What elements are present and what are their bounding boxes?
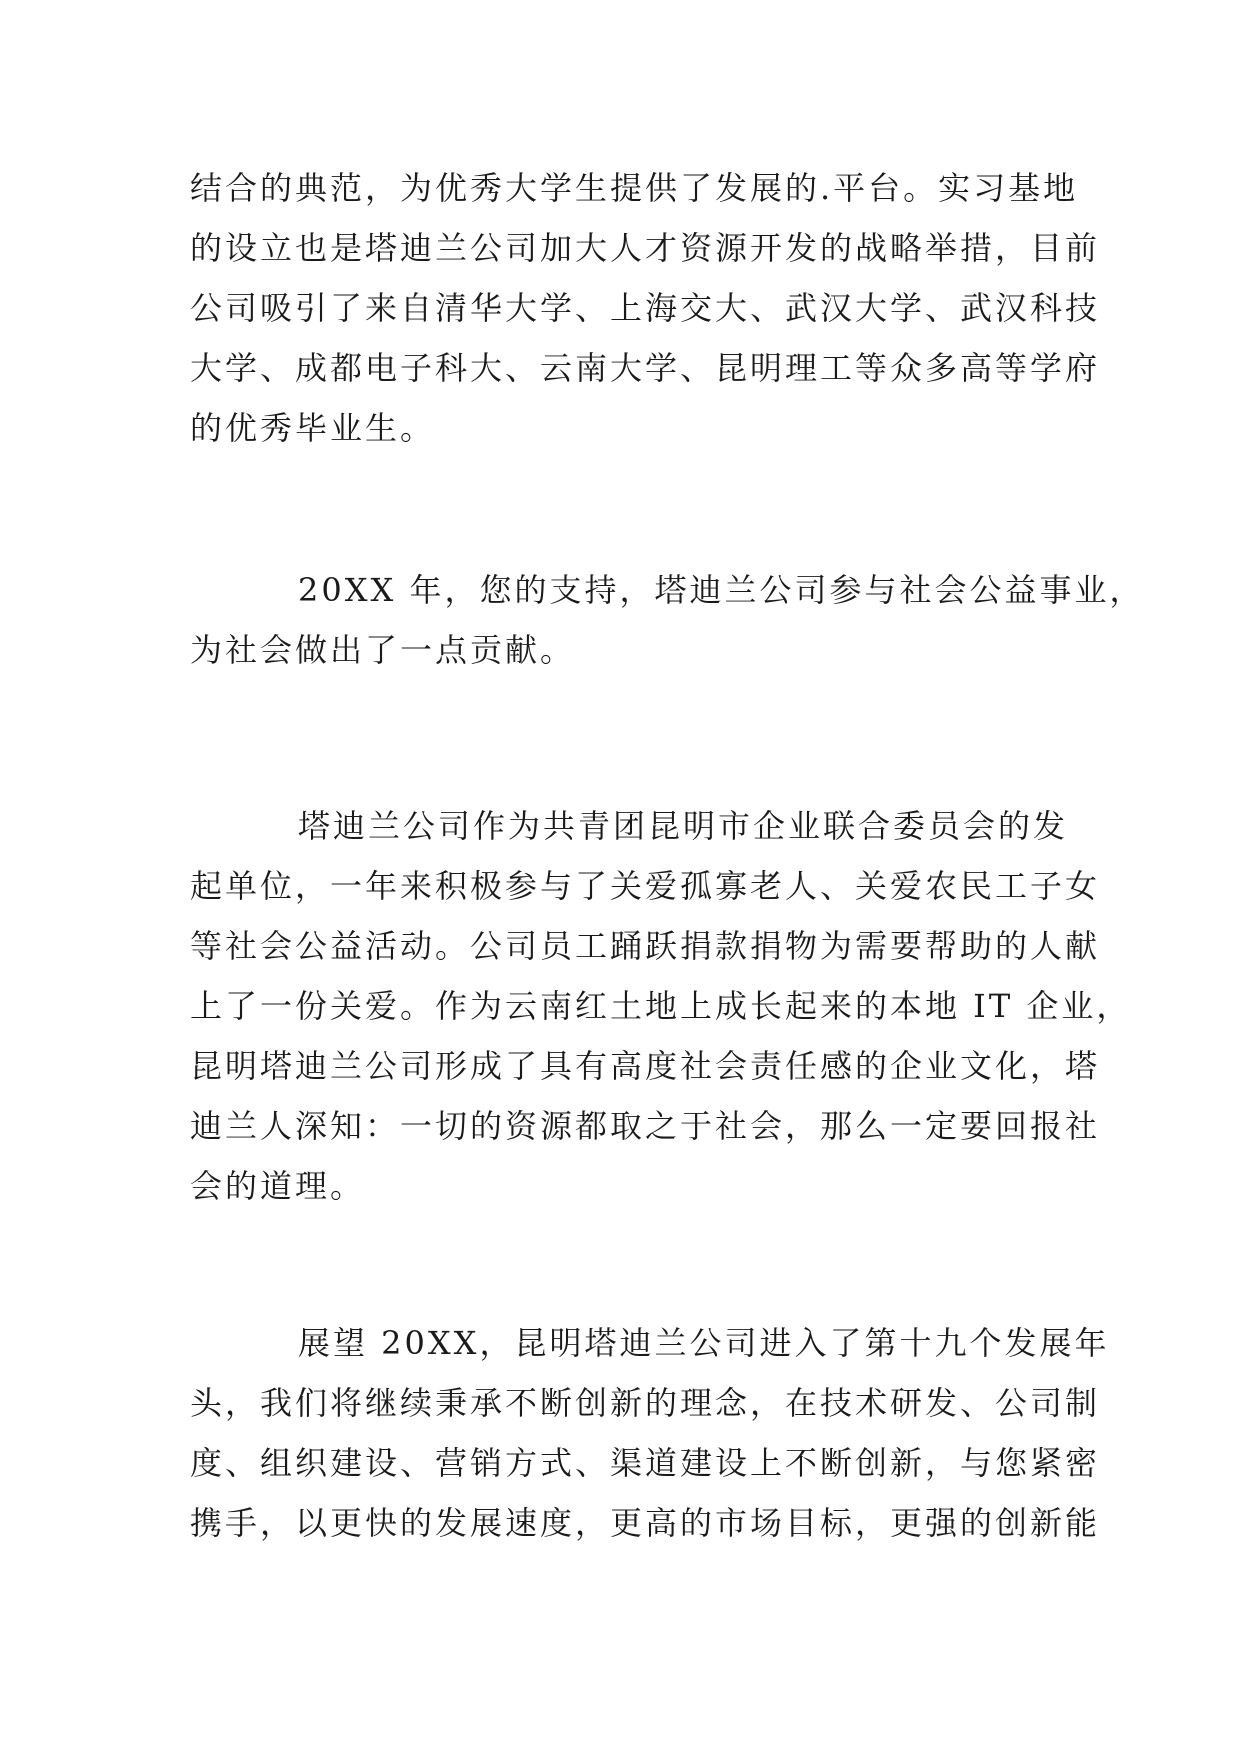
text-line: 携手，以更快的发展速度，更高的市场目标，更强的创新能 [190, 1504, 1101, 1542]
text-line: 的优秀毕业生。 [190, 409, 436, 447]
paragraph-public-welfare [190, 560, 1145, 680]
text-line: 塔迪兰公司作为共青团昆明市企业联合委员会的发 [298, 807, 1069, 845]
text-line: 20XX 年，您的支持，塔迪兰公司参与社会公益事业， [298, 571, 1145, 609]
text-line: 头，我们将继续秉承不断创新的理念，在技术研发、公司制 [190, 1384, 1101, 1422]
text-line: 公司吸引了来自清华大学、上海交大、武汉大学、武汉科技 [190, 289, 1101, 327]
text-line: 起单位，一年来积极参与了关爱孤寡老人、关爱农民工子女 [190, 867, 1101, 905]
text-line: 大学、成都电子科大、云南大学、昆明理工等众多高等学府 [190, 349, 1101, 387]
text-line: 度、组织建设、营销方式、渠道建设上不断创新，与您紧密 [190, 1444, 1101, 1482]
text-line: 迪兰人深知：一切的资源都取之于社会，那么一定要回报社 [190, 1107, 1101, 1145]
text-line: 上了一份关爱。作为云南红土地上成长起来的本地 IT 企业， [190, 987, 1132, 1025]
paragraph-internship-base [190, 158, 1101, 458]
text-line: 为社会做出了一点贡献。 [190, 631, 576, 669]
text-line: 展望 20XX，昆明塔迪兰公司进入了第十九个发展年 [298, 1324, 1110, 1362]
paragraph-outlook [190, 1313, 1110, 1553]
paragraph-social-responsibility [190, 796, 1132, 1216]
text-line: 昆明塔迪兰公司形成了具有高度社会责任感的企业文化，塔 [190, 1047, 1101, 1085]
text-line: 结合的典范，为优秀大学生提供了发展的.平台。实习基地 [190, 169, 1079, 207]
text-line: 的设立也是塔迪兰公司加大人才资源开发的战略举措，目前 [190, 229, 1101, 267]
text-line: 等社会公益活动。公司员工踊跃捐款捐物为需要帮助的人献 [190, 927, 1101, 965]
text-line: 会的道理。 [190, 1167, 366, 1205]
